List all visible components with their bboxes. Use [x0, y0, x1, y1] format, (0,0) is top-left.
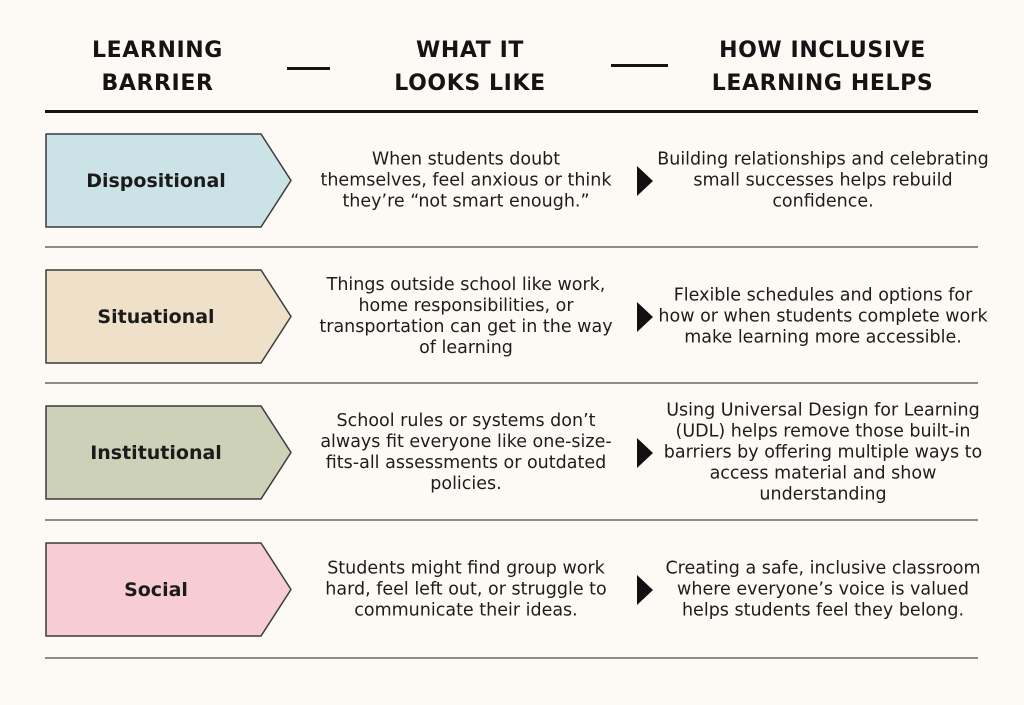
row-divider: [45, 382, 978, 384]
barrier-name-label: Institutional: [90, 441, 222, 464]
what-it-looks-like-text: When students doubt themselves, feel anxious or think they’re “not smart enough.”: [320, 149, 612, 211]
barrier-arrow-shape: [45, 542, 293, 637]
table-row-institutional: [0, 400, 1024, 504]
play-arrow-icon: [637, 302, 653, 332]
column-header-learning-barrier: [45, 34, 270, 100]
row-divider: [45, 519, 978, 521]
header-line: HOW INCLUSIVE: [719, 38, 926, 63]
barrier-name-label: Dispositional: [86, 169, 226, 192]
barrier-arrow-shape: [45, 133, 293, 228]
play-arrow-icon: [637, 438, 653, 468]
how-inclusive-learning-helps-text: Using Universal Design for Learning (UDL) helps remove those built-in barriers by offering multiple ways to access material and show understanding: [663, 400, 983, 504]
bottom-rule: [45, 657, 978, 659]
header-line: WHAT IT: [415, 38, 525, 63]
barrier-arrow-shape: [45, 405, 293, 500]
table-row-dispositional: [0, 133, 1024, 228]
table-row-social: [0, 542, 1024, 637]
barrier-name-label: Situational: [97, 305, 215, 328]
header-line: BARRIER: [101, 71, 214, 96]
header-line: LEARNING: [92, 38, 223, 63]
how-inclusive-learning-helps-text: Flexible schedules and options for how or when students complete work make learning more accessible.: [658, 285, 988, 347]
how-inclusive-learning-helps-text: Building relationships and celebrating small successes helps rebuild confidence.: [657, 149, 989, 211]
what-it-looks-like-text: Things outside school like work, home responsibilities, or transportation can get in the way of learning: [319, 274, 613, 358]
what-it-looks-like-text: School rules or systems don’t always fit everyone like one-size-fits-all assessments or outdated policies.: [320, 410, 612, 494]
what-it-looks-like-text: Students might find group work hard, feel left out, or struggle to communicate their ideas.: [325, 558, 607, 620]
header-separator-dash: [287, 67, 330, 70]
column-header-what-it-looks-like: [330, 34, 610, 100]
column-header-how-inclusive-learning-helps: [655, 34, 990, 100]
barrier-arrow-shape: [45, 269, 293, 364]
play-arrow-icon: [637, 575, 653, 605]
header-line: LEARNING HELPS: [711, 71, 934, 96]
header-rule: [45, 110, 978, 113]
header-line: LOOKS LIKE: [394, 71, 546, 96]
row-divider: [45, 246, 978, 248]
table-row-situational: [0, 269, 1024, 364]
barrier-name-label: Social: [124, 578, 188, 601]
play-arrow-icon: [637, 166, 653, 196]
how-inclusive-learning-helps-text: Creating a safe, inclusive classroom where everyone’s voice is valued helps students feel they belong.: [665, 558, 981, 620]
